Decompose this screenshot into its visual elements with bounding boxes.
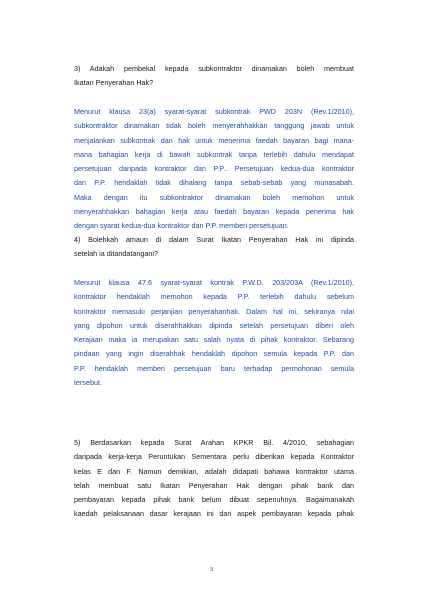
question-3-line: 3) Adakah pembekal kepada subkontraktor dinamakan boleh membuat: [74, 64, 354, 73]
question-5-line: pembayaran kepada pihak bank belum dibuat sepenuhnya. Bagaimanakah: [74, 495, 354, 505]
answer-4-line: pindaan yang ingin diserahhak hendaklah dipohon semula kepada P.P. dan: [74, 349, 354, 359]
question-5-line: daripada kerja-kerja Peruntukan Sementara perlu diberikan kepada Kontraktor: [74, 452, 354, 462]
answer-3-line: menjalankan subkontrak dan hak untuk menerima faedah bayaran bagi mana-: [74, 135, 354, 145]
answer-3-line: Menurut klausa 23(a) syarat-syarat subkontrak PWD 203N (Rev.1/2010),: [74, 107, 354, 116]
answer-4-line: tersebut.: [74, 378, 102, 388]
question-3: [74, 62, 354, 91]
answer-3-line: dan P.P. hendaklah tidak dihalang tanpa sebab-sebab yang munasabah.: [74, 178, 354, 188]
answer-3-line: menyerahhakkan bahagian kerja atau faedah bayaran kepada penerima hak: [74, 207, 354, 217]
answer-3-line: subkontraktor dinamakan tidak boleh menyerahhakkan tanggung jawab untuk: [74, 121, 354, 131]
question-5: [74, 436, 354, 522]
question-4-line: setelah ia ditandatangani?: [74, 249, 158, 259]
answer-4-line: kontraktor hendaklah memohon kepada P.P. terlebih dahulu sebelum: [74, 292, 354, 302]
answer-4-line: Kerajaan maka ia merupakan satu salah nyata di pihak kontraktor. Sebarang: [74, 335, 354, 345]
answer-4-line: Menurut klausa 47.6 syarat-syarat kontrak P.W.D. 203/203A (Rev.1/2010),: [74, 278, 354, 287]
answer-4-line: kontraktor memasuki perjanjian penyerahanhak. Dalam hal ini, sekiranya nilai: [74, 306, 354, 316]
question-5-line: kelas E dan F. Namun demikian, adalah didapati bahawa kontraktor utama: [74, 466, 354, 476]
answer-4-line: P.P. hendaklah memberi persetujuan baru terhadap permohonan semula: [74, 363, 354, 373]
answer-3: [74, 105, 354, 234]
answer-3-line: persetujuan daripada kontraktor dan P.P.. Persetujuan kedua-dua kontraktor: [74, 164, 354, 174]
answer-3-line: Maka dengan itu subkontraktor dinamakan boleh memohon untuk: [74, 192, 354, 202]
answer-4-line: yang dipohon untuk diserahhakkan dipinda setelah persetujuan diberi oleh: [74, 320, 354, 330]
question-4-line: 4) Bolehkah amaun di dalam Surat Ikatan Penyerahan Hak ini dipinda: [74, 235, 354, 244]
question-5-line: 5) Berdasarkan kepada Surat Arahan KPKR Bil. 4/2010, sebahagian: [74, 438, 354, 447]
answer-3-line: dengan syarat kedua-dua kontraktor dan P.P. memberi persetujuan.: [74, 221, 289, 231]
question-5-line: kaedah pelaksanaan dasar kerajaan ini dari aspek pembayaran kepada pihak: [74, 509, 354, 519]
question-5-line: telah membuat satu Ikatan Penyerahan Hak dengan pihak bank dan: [74, 480, 354, 490]
page-number: 3: [209, 566, 214, 573]
question-3-line: Ikatan Penyerahan Hak?: [74, 78, 154, 88]
answer-4: [74, 276, 354, 390]
question-4: [74, 233, 354, 262]
answer-3-line: mana bahagian kerja di bawah subkontrak tanpa terlebih dahulu mendapat: [74, 149, 354, 159]
